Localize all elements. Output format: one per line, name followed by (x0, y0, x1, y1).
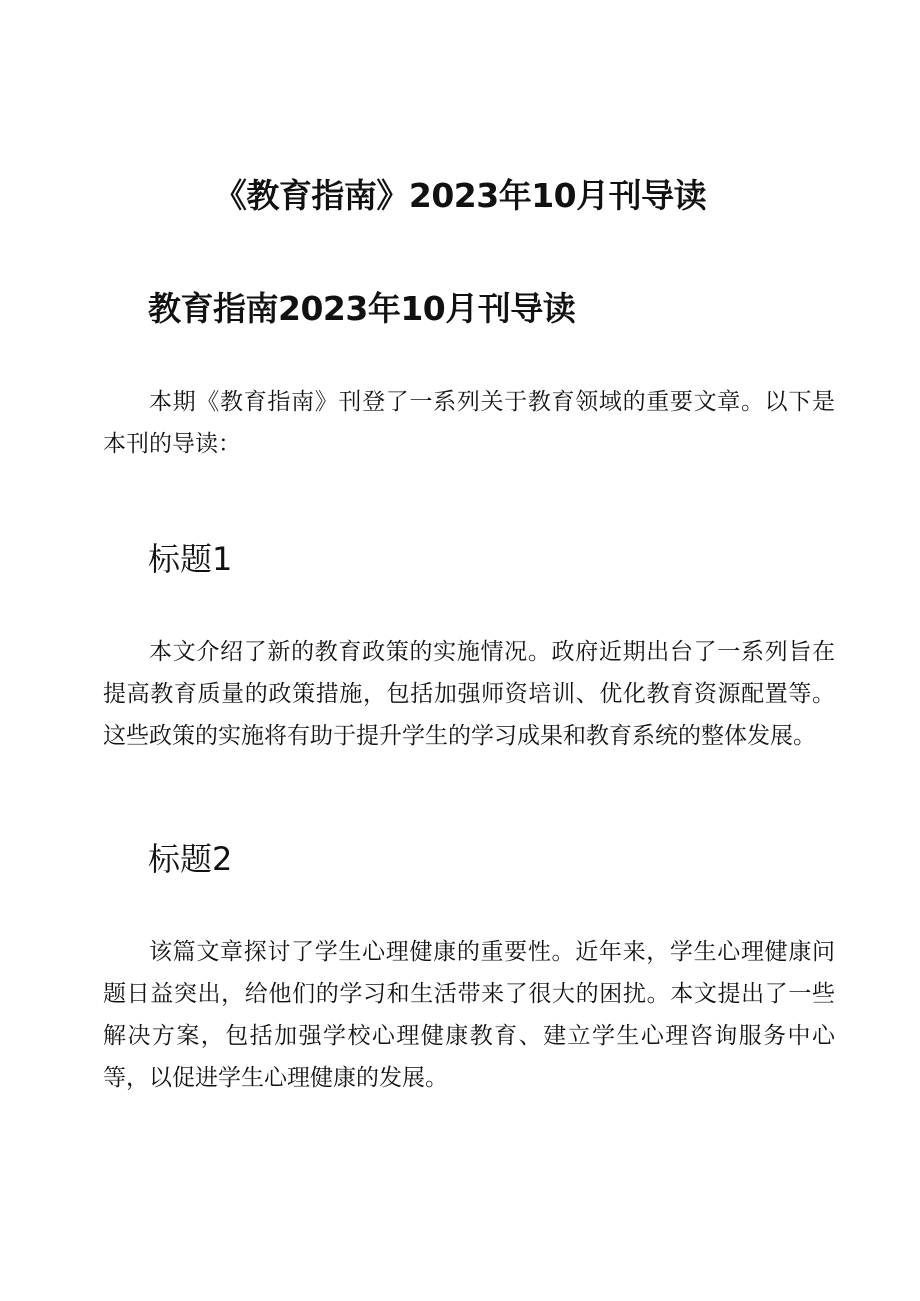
document-subtitle: 教育指南2023年10月刊导读 (148, 289, 576, 328)
section-body-2: 该篇文章探讨了学生心理健康的重要性。近年来，学生心理健康问题日益突出，给他们的学习和生活带来了很大的困扰。本文提出了一些解决方案，包括加强学校心理健康教育、建立学生心理咨询服务中心等，以促进学生心理健康的发展。 (103, 939, 835, 1091)
section-body-1: 本文介绍了新的教育政策的实施情况。政府近期出台了一系列旨在提高教育质量的政策措施，包括加强师资培训、优化教育资源配置等。这些政策的实施将有助于提升学生的学习成果和教育系统的整体发展。 (103, 639, 835, 749)
section-heading-2: 标题2 (148, 840, 233, 878)
intro-paragraph: 本期《教育指南》刊登了一系列关于教育领域的重要文章。以下是本刊的导读： (103, 389, 835, 457)
document-title: 《教育指南》2023年10月刊导读 (213, 176, 707, 215)
section-heading-1: 标题1 (148, 540, 233, 578)
